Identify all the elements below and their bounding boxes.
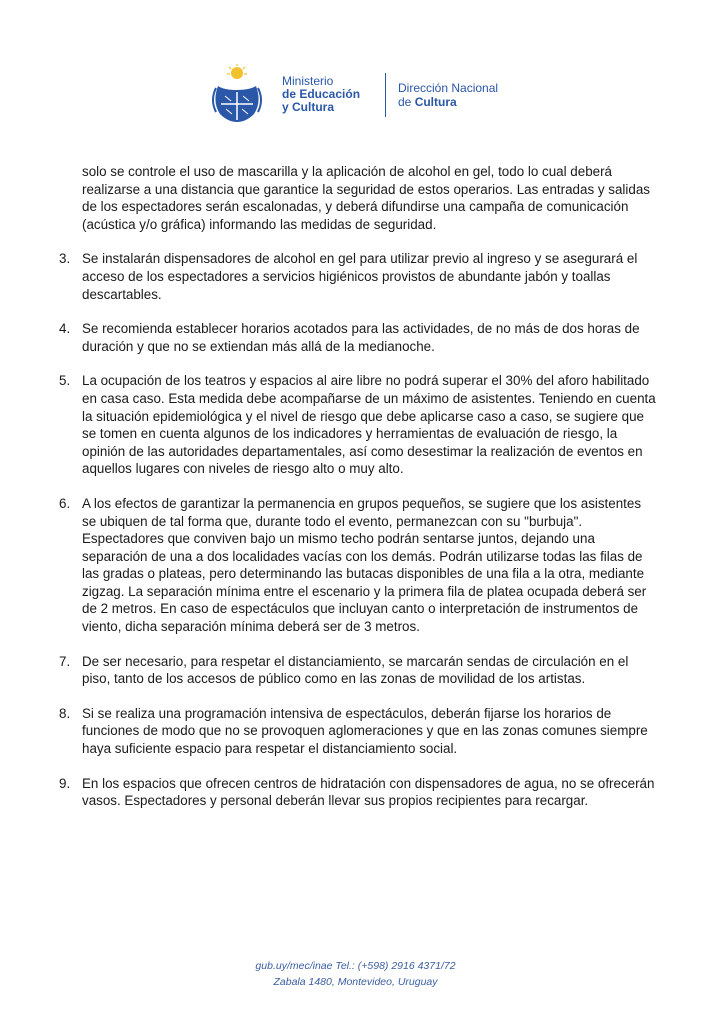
item-number: 9. [59,775,71,791]
list-item [57,705,657,758]
item-number: 4. [59,321,71,337]
continuation-paragraph: solo se controle el uso de mascarilla y la aplicación de alcohol en gel, todo lo cual deberá realizarse a una distancia que garantice la seguridad de estos operarios. Las entradas y salidas de los espectadores serán escalonadas, y deberá difundirse una campaña de comunicación (acústica y/o gráfica) informando las medidas de seguridad. [82,164,650,232]
uruguay-coat-of-arms-icon [210,64,264,124]
item-text: De ser necesario, para respetar el distanciamiento, se marcarán sendas de circulación en el piso, tanto de los accesos de público como en las zonas de movilidad de los artistas. [82,653,629,687]
item-number: 5. [59,373,71,389]
document-body [57,163,657,827]
item-text: Se instalarán dispensadores de alcohol en gel para utilizar previo al ingreso y se asegurará el acceso de los espectadores a servicios higiénicos provistos de abundante jabón y toallas descartables. [82,251,638,302]
ministry-line-2: de Educación [282,87,361,101]
item-text: Si se realiza una programación intensiva de espectáculos, deberán fijarse los horarios de funciones de modo que no se provoquen aglomeraciones y que en las zonas comunes siempre haya suficiente espacio para respetar el distanciamiento social. [82,705,648,757]
direction-line-2-bold: Cultura [414,95,457,109]
list-item [57,372,657,478]
footer-address: Zabala 1480, Montevideo, Uruguay [273,976,438,988]
item-number: 3. [59,251,71,267]
ministry-line-1: Ministerio [282,74,334,88]
item-text: La ocupación de los teatros y espacios al aire libre no podrá superar el 30% del aforo habilitado en casa caso. Esta medida debe acompañarse de un máximo de asistentes. Teniendo en cuenta la situación epidemiológica y el nivel de riesgo que debe aplicarse caso a caso, se sugiere que se tomen en cuenta algunos de los indicadores y herramientas de evaluación de riesgo, la opinión de las autoridades departamentales, así como desestimar la realización de eventos en aquellos lugares con niveles de riesgo alto o muy alto. [82,373,656,477]
direction-line-2-prefix: de [398,95,415,109]
item-number: 7. [59,653,71,669]
ministry-line-3: y Cultura [282,100,335,114]
direction-name [398,81,498,109]
list-item [57,250,657,303]
item-text: En los espacios que ofrecen centros de hidratación con dispensadores de agua, no se ofrecerán vasos. Espectadores y personal deberán llevar sus propios recipientes para recargar. [82,775,655,809]
footer-contact: gub.uy/mec/inae Tel.: (+598) 2916 4371/72 [255,960,456,972]
direction-line-1: Dirección Nacional [398,81,499,95]
header-divider [385,73,386,117]
letterhead [210,64,530,126]
item-text: A los efectos de garantizar la permanencia en grupos pequeños, se sugiere que los asistentes se ubiquen de tal forma que, durante todo el evento, permanezcan con su "burbuja". Espectadores que conviven bajo un mismo techo podrán sentarse juntos, dejando una separación de una a dos localidades vacías con los demás. Podrán utilizarse todas las filas de las gradas o plateas, pero determinando las butacas disponibles de una fila a la otra, mediante zigzag. La separación mínima entre el escenario y la primera fila de platea ocupada deberá ser de 2 metros. En caso de espectáculos que incluyan canto o interpretación de instrumentos de viento, dicha separación mínima deberá ser de 3 metros. [82,495,647,635]
direction-line-2 [398,95,498,109]
item-number: 8. [59,705,71,721]
list-item [57,775,657,810]
footer [0,958,711,990]
list-item [57,495,657,636]
list-item [57,320,657,355]
ministry-name [282,75,360,114]
list-item [57,653,657,688]
item-text: Se recomienda establecer horarios acotados para las actividades, de no más de dos horas de duración y que no se extiendan más allá de la medianoche. [82,321,640,354]
item-number: 6. [59,495,71,511]
